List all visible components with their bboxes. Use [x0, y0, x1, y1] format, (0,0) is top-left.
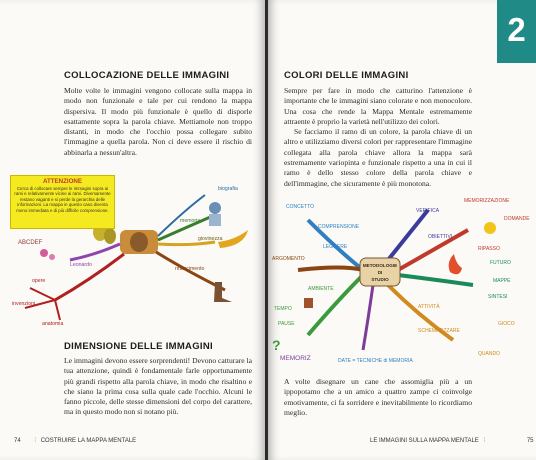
map-label-4: opere: [32, 278, 46, 284]
sun-icon: [484, 222, 496, 234]
left-footer-section: COSTRUIRE LA MAPPA MENTALE: [40, 438, 137, 444]
map-label-15: VERIFICA: [416, 208, 440, 214]
map-label-1: giovinezza: [198, 236, 223, 242]
left-page: [0, 0, 265, 460]
right-paragraph-2-text: Se facciamo il ramo di un colore, la parola chiave di un altro e utilizziamo diversi colori per rappresentare l'immagine collegata alla parola chiave allora la mappa sarà estremamente variopinta e funzionale rispetto a una in cui il ramo è dello stesso colore della parola chiave e dell'immagine, che sicuramente è più monotona.: [284, 127, 472, 188]
left-paragraph-2-text: Le immagini devono essere sorprendenti! Devono catturare la tua attenzione, quindi è fondamentale farle opportunamente più grandi rispetto alla parola chiave, in modo che risaltino e che siano la prima cosa sulla quale cade l'occhio. Alcuni le fanno piccole, delle stesse dimensioni del corpo del carattere, ma in questo modo non si notano più.: [64, 356, 252, 417]
right-footer-section: LE IMMAGINI SULLA MAPPA MENTALE: [370, 438, 479, 444]
map-label-9: MEMORIZZAZIONE: [464, 198, 510, 204]
map-label-8: LEGGERE: [323, 244, 348, 250]
map-label-6: ATTIVITÀ: [418, 304, 440, 310]
right-heading-colori: COLORI DELLE IMMAGINI: [284, 70, 409, 81]
right-paragraph-3: [284, 377, 472, 418]
flower-image: [40, 249, 55, 260]
footer-separator-icon: ⁞: [483, 438, 486, 444]
left-heading-collocazione: COLLOCAZIONE DELLE IMMAGINI: [64, 70, 230, 81]
right-footer: [370, 438, 534, 444]
right-paragraphs: [284, 86, 472, 189]
left-heading-dimensione: DIMENSIONE DELLE IMMAGINI: [64, 341, 213, 352]
question-mark-icon: [272, 337, 281, 353]
left-paragraph-2: [64, 356, 252, 418]
callout-title: ATTENZIONE: [42, 178, 83, 185]
map-label-3: AMBIENTE: [308, 286, 334, 292]
map-label-20: DATE = TECNICHE di MEMORIA: [338, 358, 413, 364]
map-label-11: DOMANDE: [504, 216, 530, 222]
map-label-7: SCHEMATIZZARE: [418, 328, 460, 334]
cup-icon: [304, 298, 313, 308]
map-label-6: anatomia: [42, 321, 64, 327]
central-portrait-image: [120, 230, 158, 254]
map-label-2: memoria: [180, 218, 201, 224]
map-label-1: COMPRENSIONE: [318, 224, 360, 230]
right-page-number: 75: [526, 438, 534, 444]
callout-body: Cerca di collocare sempre le immagini sopra ai rami e relativamente vicine ai rami. Diversamente restano vaganti e si perde la gerarchia delle informazioni. La mappa in questo caso diventa meno immediata e di più difficile comprensione.: [14, 186, 111, 213]
map-label-7: Leonardo: [70, 262, 92, 268]
chapter-number-tab: 2: [497, 0, 536, 63]
map-center-line-2: DI: [377, 270, 383, 275]
right-page: [268, 0, 536, 460]
map-label-2: ARGOMENTO: [272, 256, 305, 262]
boot-image: [214, 282, 232, 302]
map-label-12: MAPPE: [493, 278, 511, 284]
svg-text:?: ?: [272, 337, 281, 353]
figure-image: [209, 202, 221, 226]
map-label-13: SINTESI: [488, 294, 508, 300]
map-label-16: FUTURO: [490, 260, 511, 266]
left-page-number: 74: [14, 438, 21, 444]
left-footer: [14, 438, 136, 444]
map-label-19: MEMORIZ: [280, 355, 311, 362]
right-paragraph-1-text: Sempre per fare in modo che catturino l'attenzione è importante che le immagini siano colorate e non monocolore. Una cosa che rende la Mappa Mentale estremamente attraente è proprio la varietà nell'utilizzo dei colori.: [284, 86, 472, 126]
map-center-line-3: STUDIO: [371, 277, 389, 282]
left-paragraph-1-text: Molte volte le immagini vengono collocate sulla mappa in modo non funzionale e tale per cui rendono la mappa dispersiva. Il modo più funzionale è quello di disporle esattamente sopra la parola chiave. Mettiamole non troppo distanti, in modo che l'occhio possa collegare subito l'immagine a quella parola. Non ci deve essere il rischio di abbinarla a nessun'altra.: [64, 86, 252, 157]
map-center-line-1: METODOLOGIE: [362, 263, 398, 268]
map-label-0: biografia: [218, 186, 238, 192]
map-label-5: invenzioni: [12, 301, 36, 307]
left-paragraph-1: [64, 86, 252, 158]
map-label-0: CONCETTO: [286, 204, 314, 210]
map-label-10: RIPASSO: [478, 246, 500, 252]
map-label-5: PAUSE: [278, 321, 295, 327]
map-label-3: rinascimento: [175, 266, 205, 272]
letters-image: [18, 240, 43, 246]
flame-icon: [449, 254, 462, 274]
map-label-4: TEMPO: [274, 306, 292, 312]
map-label-17: GIOCO: [498, 321, 515, 327]
attention-callout-box: [10, 175, 115, 229]
right-paragraph-3-text: A volte disegnare un cane che assomiglia più a un ippopotamo che a un amico a quattro zampe ci coinvolge emotivamente, ci fa sorridere e inevitabilmente lo ricordiamo meglio.: [284, 377, 472, 417]
footer-separator-icon: ⁞: [34, 438, 37, 444]
map-label-14: OBIETTIVI: [428, 234, 453, 240]
map-label-18: QUANDO: [478, 351, 500, 357]
svg-text:ABCDEF: ABCDEF: [18, 240, 43, 246]
study-methods-mind-map-figure: [268, 190, 536, 368]
